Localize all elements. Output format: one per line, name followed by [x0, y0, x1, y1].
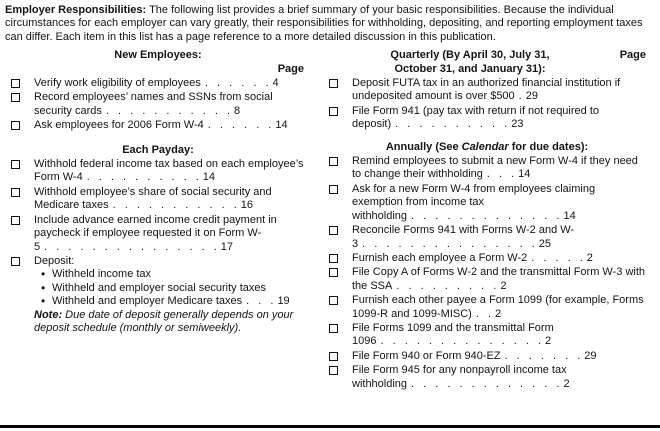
checkbox[interactable] [329, 157, 338, 166]
bullet-text: Withheld income tax [52, 268, 152, 281]
annually-heading-calendar: Calendar [461, 140, 509, 153]
page-ref: 16 [240, 199, 254, 212]
checklist-item [326, 224, 648, 251]
two-column-layout [0, 49, 660, 391]
deposit-bullet-list [34, 268, 308, 308]
checkbox[interactable] [11, 188, 20, 197]
dot-leader: . . . . . . . . . . . . . . [380, 335, 542, 348]
dot-leader: . . [475, 307, 492, 320]
item-text: Record employees’ names and SSNs from social security cards [34, 91, 273, 117]
item-text: Reconcile Forms 941 with Forms W-2 and W-3 [352, 224, 575, 250]
checkbox[interactable] [329, 226, 338, 235]
checklist-item [326, 350, 648, 363]
page-ref: 25 [538, 237, 552, 250]
dot-leader: . . . . . . . . . . . [105, 104, 231, 117]
intro-text: The following list provides a brief summary of your basic responsibilities. Because the individual circumstances for each employer can vary greatly, their responsibilities for withholding, depositing, and reporting employment taxes can differ. Each item in this list has a page reference to a more detailed discussion in this publication. [5, 4, 643, 43]
item-text: Remind employees to submit a new Form W-4 if they need to change their withholding [352, 155, 638, 181]
page-ref: 29 [525, 90, 538, 103]
item-text: Withhold federal income tax based on each employee’s Form W-4 [34, 158, 304, 184]
checkbox[interactable] [11, 121, 20, 130]
checklist-item [326, 266, 648, 293]
item-text: Ask for a new Form W-4 from employees claiming exemption from income tax withholding [352, 182, 596, 222]
checkbox[interactable] [329, 296, 338, 305]
dot-leader: . . . . . . . . . . . . . [411, 209, 560, 222]
checklist-item [326, 77, 648, 104]
bullet-item [41, 282, 308, 295]
page-ref: 2 [495, 307, 502, 320]
page-ref: 17 [220, 240, 234, 253]
dot-leader: . . . . . . [204, 77, 269, 90]
checkbox[interactable] [11, 160, 20, 169]
new-employees-list [8, 77, 308, 133]
page-ref: 2 [500, 279, 507, 292]
annually-list [326, 155, 648, 391]
checklist-item [8, 158, 308, 185]
page-ref: 14 [202, 171, 216, 184]
checkbox[interactable] [11, 79, 20, 88]
checkbox[interactable] [329, 366, 338, 375]
dot-leader: . . . . . . . . . . . . . . . [44, 240, 217, 253]
annually-heading-post: for due dates): [508, 140, 589, 153]
left-column [8, 49, 308, 391]
bullet-item [41, 295, 308, 308]
checklist-item-deposit [8, 255, 308, 335]
dot-leader: . . . [486, 168, 515, 181]
dot-leader: . . . . . . . . . . . . . [411, 377, 560, 390]
page-column-label-right: Page [619, 49, 646, 62]
right-column [326, 49, 648, 391]
checklist-item [326, 294, 648, 321]
dot-leader: . . . . . . . [504, 349, 581, 362]
quarterly-heading-line2: October 31, and January 31): [394, 62, 546, 75]
bullet-text: Withheld and employer social security taxes [52, 281, 266, 294]
note-text: Due date of deposit generally depends on your deposit schedule (monthly or semiweekly). [34, 308, 294, 334]
page-ref: 8 [234, 104, 241, 117]
item-text: File Form 945 for any nonpayroll income tax withholding [352, 364, 567, 390]
bullet-text: Withheld and employer Medicare taxes [52, 295, 243, 308]
checklist-item [326, 155, 648, 182]
checkbox[interactable] [329, 352, 338, 361]
page-ref: 2 [545, 335, 552, 348]
checklist-item [326, 322, 648, 349]
checkbox[interactable] [329, 185, 338, 194]
intro-paragraph [0, 0, 660, 44]
item-text: Ask employees for 2006 Form W-4 [34, 119, 204, 132]
item-text: Deposit FUTA tax in an authorized financial institution if undeposited amount is over $500 [352, 77, 621, 103]
dot-leader: . [518, 90, 522, 103]
dot-leader: . . . . . . . . . . [395, 118, 508, 131]
checklist-item [326, 252, 648, 265]
checkbox[interactable] [11, 216, 20, 225]
page-ref: 2 [563, 377, 570, 390]
deposit-note [34, 309, 308, 336]
note-label: Note: [34, 308, 63, 321]
dot-leader: . . . . . [531, 251, 583, 264]
section-heading-each-payday: Each Payday: [122, 143, 194, 156]
section-heading-new-employees: New Employees: [114, 49, 202, 62]
intro-label: Employer Responsibilities: [5, 4, 147, 16]
checklist-item [326, 105, 648, 132]
page-ref: 14 [518, 168, 531, 181]
bullet-item [41, 268, 308, 281]
checklist-item [326, 364, 648, 391]
section-heading-quarterly [326, 49, 648, 76]
item-text: Include advance earned income credit payment in paycheck if employee requested it on Form W-5 [34, 213, 277, 253]
checkbox[interactable] [11, 257, 20, 266]
checkbox[interactable] [329, 324, 338, 333]
dot-leader: . . . [246, 295, 274, 308]
page-ref: 14 [563, 209, 576, 222]
annually-heading-pre: Annually (See [385, 140, 462, 153]
checklist-item [8, 91, 308, 118]
item-text: Furnish each employee a Form W-2 [352, 251, 528, 264]
page-ref: 4 [272, 77, 279, 90]
item-text: File Forms 1099 and the transmittal Form 1096 [352, 321, 554, 348]
page-ref: 2 [586, 251, 593, 264]
item-text: File Form 940 or Form 940-EZ [352, 349, 501, 362]
item-text: File Copy A of Forms W-2 and the transmittal Form W-3 with the SSA [352, 266, 646, 292]
item-text: Deposit: [34, 254, 75, 267]
page-ref: 23 [511, 118, 524, 131]
checkbox[interactable] [329, 79, 338, 88]
checklist-item [8, 214, 308, 254]
quarterly-heading-line1: Quarterly (By April 30, July 31, [390, 49, 550, 62]
quarterly-list [326, 77, 648, 132]
item-text: Verify work eligibility of employees [34, 77, 201, 90]
dot-leader: . . . . . . . . . [396, 279, 497, 292]
each-payday-list [8, 158, 308, 335]
page-column-label-left: Page [277, 62, 304, 75]
dot-leader: . . . . . . [207, 119, 272, 132]
checkbox[interactable] [329, 107, 338, 116]
item-text: File Form 941 (pay tax with return if not required to deposit) [352, 104, 599, 131]
checklist-item [8, 77, 308, 90]
dot-leader: . . . . . . . . . . . [112, 199, 237, 212]
dot-leader: . . . . . . . . . . . . . . . [362, 237, 535, 250]
checklist-item [8, 186, 308, 213]
checkbox[interactable] [11, 93, 20, 102]
page-ref: 29 [584, 349, 597, 362]
checkbox[interactable] [329, 268, 338, 277]
checklist-item [8, 119, 308, 132]
page-ref: 14 [275, 119, 288, 132]
checklist-item [326, 183, 648, 223]
section-heading-annually [326, 141, 648, 154]
bottom-divider [0, 425, 660, 428]
dot-leader: . . . . . . . . . . [86, 171, 199, 184]
item-text: Withhold employee’s share of social security and Medicare taxes [34, 185, 272, 212]
item-text: Furnish each other payee a Form 1099 (for example, Forms 1099-R and 1099-MISC) [352, 294, 644, 320]
checkbox[interactable] [329, 254, 338, 263]
page-ref: 19 [277, 295, 290, 308]
